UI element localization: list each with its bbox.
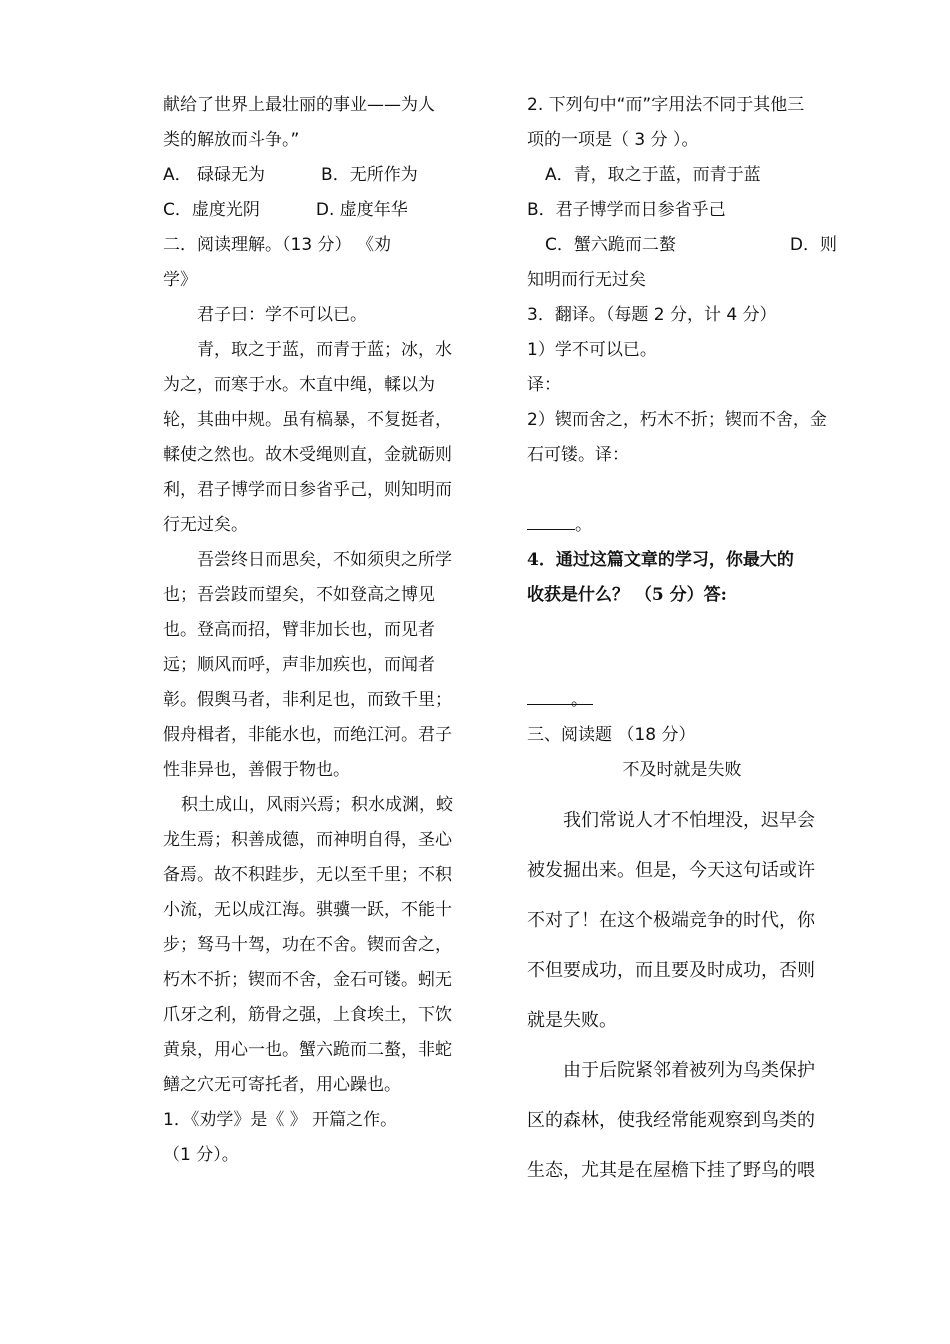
question-3-item-2: 2）锲而舍之，朽木不折；锲而不舍，金 <box>527 410 827 430</box>
essay-line: 就是失败。 <box>527 1010 617 1031</box>
passage-line: 假舟楫者，非能水也，而绝江河。君子 <box>163 725 452 745</box>
answer-end-mark: 。 <box>575 515 592 535</box>
passage-line: 步；驽马十驾，功在不舍。锲而舍之， <box>163 935 452 955</box>
question-2-option-d-cont: 知明而行无过矣 <box>527 270 646 290</box>
question-1: 1．《劝学》是《 》 开篇之作。 <box>163 1110 398 1130</box>
question-3-item-2: 石可镂。译： <box>527 445 629 465</box>
right-column <box>527 88 837 1196</box>
passage-line: 远；顺风而呼，声非加疾也，而闻者 <box>163 655 435 675</box>
passage-line: 輮使之然也。故木受绳则直，金就砺则 <box>163 445 452 465</box>
option-row <box>163 193 468 228</box>
answer-end-mark: 。 <box>571 690 588 710</box>
question-4: 4．通过这篇文章的学习，你最大的 <box>527 550 794 570</box>
passage-line: 龙生焉；积善成德，而神明自得，圣心 <box>163 830 452 850</box>
option-row <box>163 158 468 193</box>
passage-line: 积土成山，风雨兴焉；积水成渊，蛟 <box>181 795 453 815</box>
essay-title: 不及时就是失败 <box>622 760 742 780</box>
question-2: 2. 下列句中“而”字用法不同于其他三 <box>527 95 805 115</box>
spacer <box>527 613 837 648</box>
question-3-item-1: 1）学不可以已。 <box>527 340 657 360</box>
option-d: D. 虚度年华 <box>315 200 408 220</box>
option-c: C．虚度光阴 <box>163 200 260 220</box>
passage-line: 备焉。故不积跬步，无以至千里；不积 <box>163 865 452 885</box>
passage-line: 行无过矣。 <box>163 515 248 535</box>
section2-heading: 二．阅读理解。（13 分） 《劝 <box>163 235 391 255</box>
question-2-option-a: A．青，取之于蓝，而青于蓝 <box>545 165 761 185</box>
passage-line: 君子曰：学不可以已。 <box>197 305 367 325</box>
passage-line: 性非异也，善假于物也。 <box>163 760 350 780</box>
essay-line: 我们常说人才不怕埋没，迟早会 <box>563 810 815 831</box>
question-2: 项的一项是（ 3 分 ）。 <box>527 130 699 150</box>
answer-line <box>527 508 837 543</box>
answer-line <box>527 683 837 718</box>
passage-line: 朽木不折；锲而不舍，金石可镂。蚓无 <box>163 970 452 990</box>
section2-heading: 学》 <box>163 270 197 290</box>
passage-line: 也。登高而招，臂非加长也，而见者 <box>163 620 435 640</box>
answer-blank[interactable] <box>527 511 575 530</box>
section3-heading: 三、阅读题 （18 分） <box>527 725 696 745</box>
passage-line: 也；吾尝跂而望矣，不如登高之博见 <box>163 585 435 605</box>
essay-line: 区的森林，使我经常能观察到鸟类的 <box>527 1110 815 1131</box>
passage <box>163 298 468 1103</box>
passage-line: 青，取之于蓝，而青于蓝；冰，水 <box>197 340 452 360</box>
question-2-option-c: C．蟹六跪而二螯 <box>545 235 676 255</box>
spacer <box>527 473 837 508</box>
question-2-option-row <box>527 228 837 263</box>
intro-text: 类的解放而斗争。” <box>163 130 300 150</box>
intro-text: 献给了世界上最壮丽的事业——为人 <box>163 95 435 115</box>
question-1-score: （1 分）。 <box>163 1145 239 1165</box>
left-column <box>163 88 468 1173</box>
passage-line: 黄泉，用心一也。蟹六跪而二螯，非蛇 <box>163 1040 452 1060</box>
passage-line: 小流，无以成江海。骐骥一跃，不能十 <box>163 900 452 920</box>
essay-line: 不但要成功，而且要及时成功，否则 <box>527 960 815 981</box>
question-4: 收获是什么？ （5 分）答: <box>527 585 727 605</box>
option-a: A． 碌碌无为 <box>163 165 266 185</box>
passage-line: 鳝之穴无可寄托者，用心躁也。 <box>163 1075 401 1095</box>
spacer <box>527 648 837 683</box>
passage-line: 爪牙之利，筋骨之强，上食埃土，下饮 <box>163 1005 452 1025</box>
option-b: B．无所作为 <box>321 165 418 185</box>
passage-line: 彰。假舆马者，非利足也，而致千里； <box>163 690 452 710</box>
essay-line: 被发掘出来。但是，今天这句话或许 <box>527 860 815 881</box>
passage-line: 利，君子博学而日参省乎己，则知明而 <box>163 480 452 500</box>
translation-label: 译： <box>527 375 561 395</box>
essay-line: 由于后院紧邻着被列为鸟类保护 <box>563 1060 815 1081</box>
essay-line: 不对了！在这个极端竞争的时代，你 <box>527 910 815 931</box>
passage-line: 为之，而寒于水。木直中绳，輮以为 <box>163 375 435 395</box>
question-3-title: 3．翻译。（每题 2 分，计 4 分） <box>527 305 777 325</box>
question-2-option-b: B．君子博学而日参省乎己 <box>527 200 726 220</box>
passage-line: 吾尝终日而思矣，不如须臾之所学 <box>197 550 452 570</box>
essay <box>527 796 837 1196</box>
essay-line: 生态，尤其是在屋檐下挂了野鸟的喂 <box>527 1160 815 1181</box>
question-2-option-d: D．则 <box>789 235 837 255</box>
passage-line: 轮，其曲中规。虽有槁暴，不复挺者， <box>163 410 452 430</box>
